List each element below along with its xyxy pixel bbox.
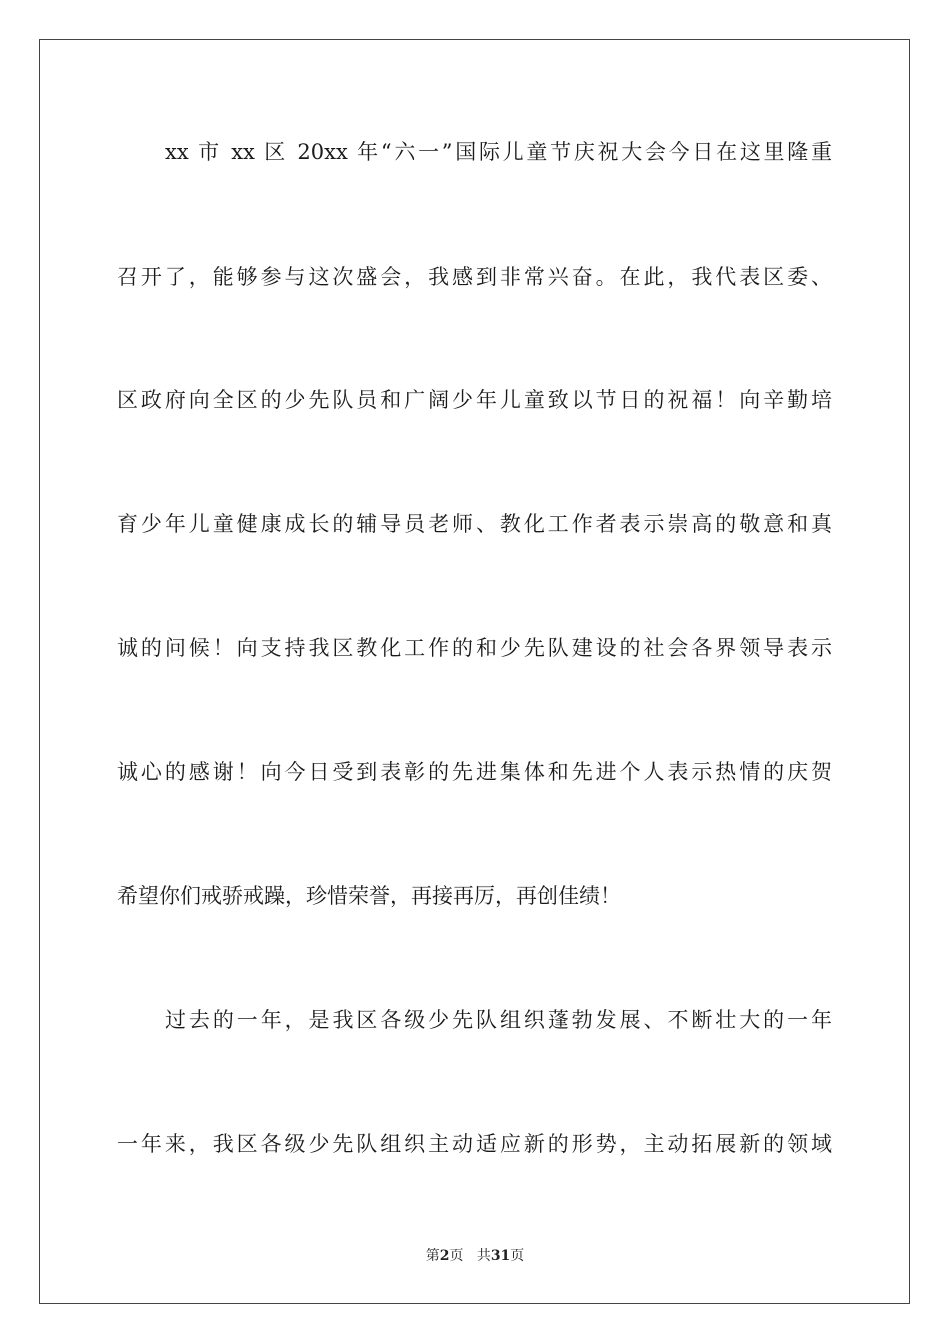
footer-total-prefix: 共: [476, 1248, 491, 1264]
paragraph-1-line-1: xx 市 xx 区 20xx 年“六一”国际儿童节庆祝大会今日在这里隆重: [165, 140, 832, 164]
paragraph-1-line-4: 育少年儿童健康成长的辅导员老师、教化工作者表示崇高的敬意和真: [117, 512, 832, 536]
footer-total-suffix: 页: [510, 1248, 525, 1264]
footer-page-suffix: 页: [449, 1248, 464, 1264]
paragraph-1-line-7: 希望你们戒骄戒躁，珍惜荣誉，再接再厉，再创佳绩！: [117, 884, 621, 908]
paragraph-1-line-2: 召开了，能够参与这次盛会，我感到非常兴奋。在此，我代表区委、: [117, 265, 832, 289]
paragraph-2-line-1: 过去的一年，是我区各级少先队组织蓬勃发展、不断壮大的一年: [165, 1008, 832, 1032]
footer-page-number: 2: [439, 1248, 450, 1264]
page-footer: [0, 1247, 950, 1265]
page-border: [39, 39, 910, 1304]
paragraph-2-line-2: 一年来，我区各级少先队组织主动适应新的形势，主动拓展新的领域: [117, 1132, 832, 1156]
footer-page-prefix: 第: [425, 1248, 440, 1264]
footer-total-pages: 31: [490, 1248, 511, 1264]
paragraph-1-line-3: 区政府向全区的少先队员和广阔少年儿童致以节日的祝福！向辛勤培: [117, 388, 832, 412]
paragraph-1-line-6: 诚心的感谢！向今日受到表彰的先进集体和先进个人表示热情的庆贺: [117, 760, 832, 784]
paragraph-1-line-5: 诚的问候！向支持我区教化工作的和少先队建设的社会各界领导表示: [117, 636, 832, 660]
